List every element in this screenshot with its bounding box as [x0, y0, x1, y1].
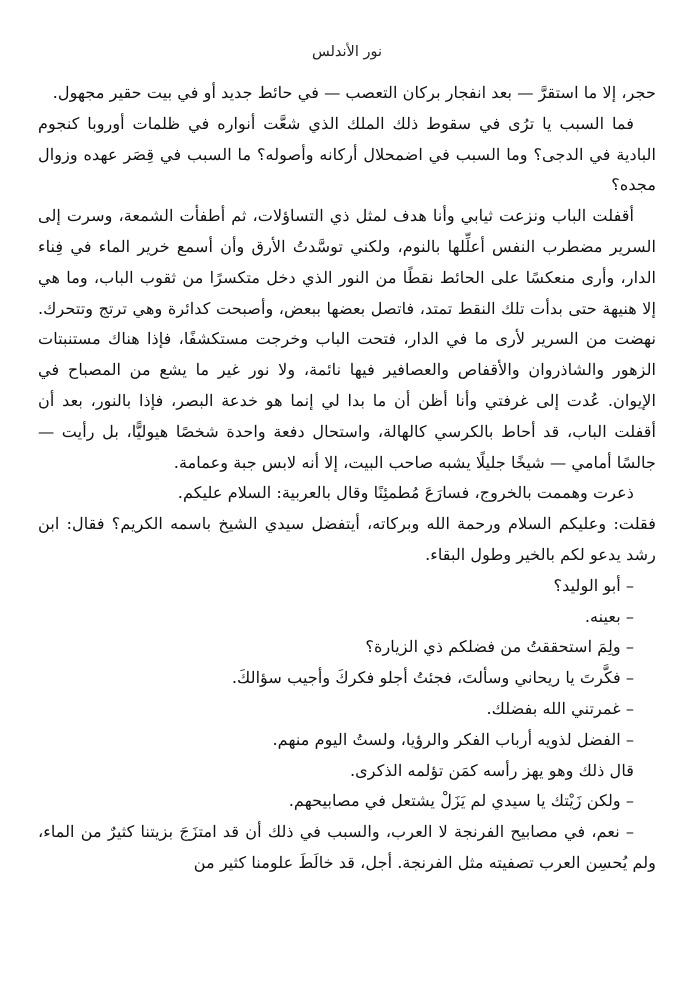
dialogue-line: – أبو الوليد؟ — [553, 575, 634, 595]
paragraph-continuation: حجر، إلا ما استقرَّ — بعد انفجار بركان التعصب — في حائط جديد أو في بيت حقير مجهول. — [52, 83, 656, 102]
dialogue-line: – ولِمَ استحققتُ من فضلكم ذي الزيارة؟ — [365, 637, 634, 657]
paragraph-night-vision: أقفلت الباب ونزعت ثيابي وأنا هدف لمثل ذي التساؤلات، ثم أطفأت الشمعة، وسرت إلى السرير مضطرب النفس أعلِّلها بالنوم، ولكني توسَّدتُ الأرق وأن أسمع خرير الماء في فِناء الدار، وأرى منعكسًا على الحائط نقطًا من النور الذي دخل متكسرًا من ثقوب الباب، وما هي إلا هنيهة حتى بدأت تلك النقط تمتد، فاتصل بعضها ببعض، وأصبحت كدائرة وهي ترتج وتتحرك. نهضت من السرير لأرى ما في الدار، فتحت الباب وخرجت مستكشفًا، فإذا هناك مستنبتات الزهور والشاذروان والأقفاص والعصافير فيها نائمة، ولا نور غير ما يشع من المصباح في الإيوان. عُدت إلى غرفتي وأنا أظن أن ما بدا لي إنما هو خدعة البصر، فإذا بالنور، بعد أن أقفلت الباب، قد أحاط بالكرسي كالهالة، واستحال دفعة واحدة شخصًا هيوليًّا، بل رأيت — جالسًا أمامي — شيخًا جليلًا يشبه صاحب البيت، إلا أنه لابس جبة وعمامة. — [38, 206, 656, 472]
dialogue-line: – الفضل لذويه أرباب الفكر والرؤيا، ولستُ اليوم منهم. — [272, 729, 634, 749]
dialogue-line: – غمرتني الله بفضلك. — [486, 698, 634, 718]
page-body — [38, 78, 656, 879]
paragraph-greeting: ذعرت وهممت بالخروج، فسارَعَ مُطمئِنًا وقال بالعربية: السلام عليكم. — [177, 483, 634, 503]
paragraph-question: فما السبب يا ترُى في سقوط ذلك الملك الذي شعَّت أنواره في ظلمات أوروبا كنجوم البادية في الدجى؟ وما السبب في اضمحلال أركانه وأصوله؟ ما السبب في قِصَر عهده وزوال مجده؟ — [38, 113, 656, 195]
dialogue-line: – بعينه. — [584, 606, 634, 626]
dialogue-line: – فكَّرتَ يا ريحاني وسألتَ، فجئتُ أجلو فكركَ وأجيب سؤالكَ. — [231, 668, 634, 688]
paragraph-reply: فقلت: وعليكم السلام ورحمة الله وبركاته، أيتفضل سيدي الشيخ باسمه الكريم؟ فقال: ابن رشد يدعو لكم بالخير وطول البقاء. — [38, 514, 656, 564]
dialogue-paragraph: – نعم، في مصابيح الفرنجة لا العرب، والسبب في ذلك أن قد امتزَجَ بزيتنا كثيرٌ من الماء، ولم يُحسِن العرب تصفيته مثل الفرنجة. أجل، قد خالَطَ علومنا كثير من — [38, 822, 656, 872]
dialogue-line: – ولكن زَيْتك يا سيدي لم يَزَلْ يشتعل في مصابيحهم. — [288, 791, 634, 811]
narration-line: قال ذلك وهو يهز رأسه كمَن تؤلمه الذكرى. — [349, 760, 634, 780]
running-head: نور الأندلس — [312, 44, 382, 60]
